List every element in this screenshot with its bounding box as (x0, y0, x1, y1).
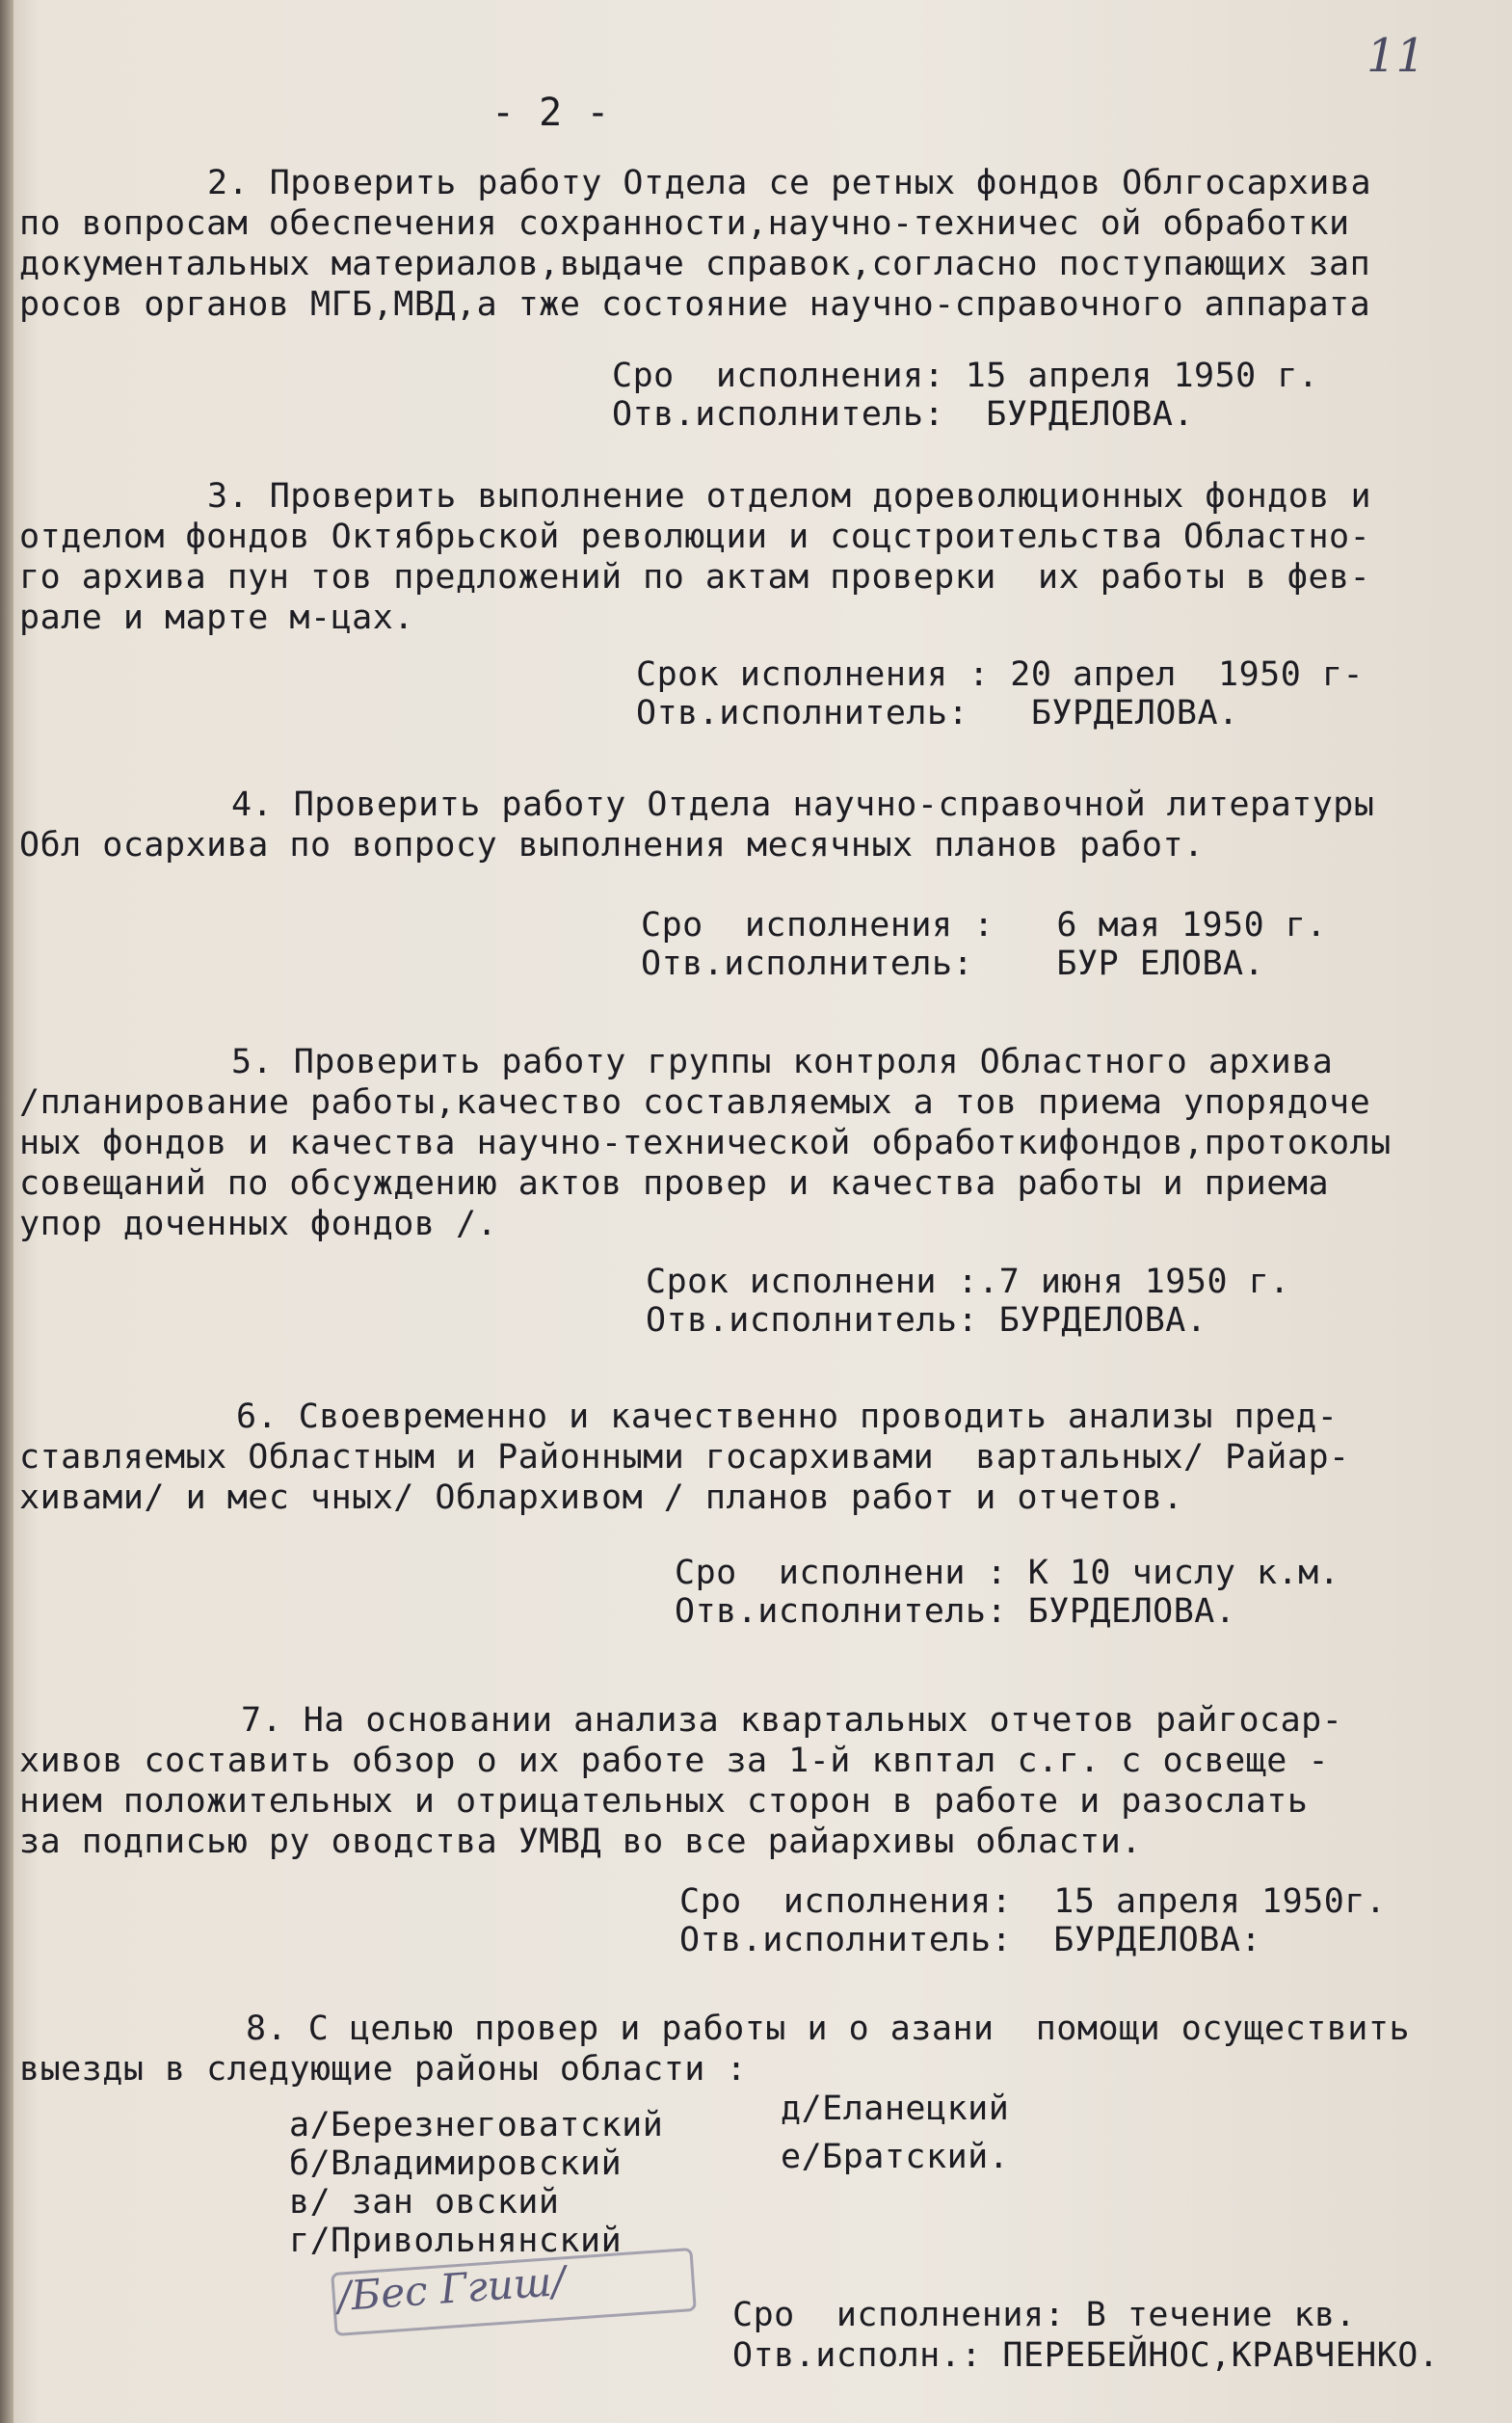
item-7-deadline: Сро исполнения: 15 апреля 1950г. (679, 1882, 1387, 1921)
item-7-responsible: Отв.исполнитель: БУРДЕЛОВА: (679, 1921, 1262, 1959)
item-2-line-1: 2. Проверить работу Отдела се ретных фондов Облгосархива (207, 164, 1372, 202)
item-3-line-1: 3. Проверить выполнение отделом дореволюционных фондов и (207, 477, 1372, 516)
district-e: д/Еланецкий (781, 2090, 1010, 2128)
item-2-deadline: Сро исполнения: 15 апреля 1950 г. (612, 357, 1319, 395)
district-a: а/Березнеговатский (289, 2106, 664, 2144)
item-5-line-4: совещаний по обсуждению актов провер и качества работы и приема (19, 1164, 1330, 1203)
item-5-deadline: Срок исполнени :.7 июня 1950 г. (646, 1263, 1290, 1301)
item-4-responsible: Отв.исполнитель: БУР ЕЛОВА. (641, 945, 1265, 983)
item-3-responsible: Отв.исполнитель: БУРДЕЛОВА. (636, 694, 1239, 732)
item-3-line-3: го архива пун тов предложений по актам проверки их работы в фев- (19, 558, 1371, 597)
item-4-deadline: Сро исполнения : 6 мая 1950 г. (641, 906, 1327, 945)
item-5-line-2: /планирование работы,качество составляемых а тов приема упорядоче (19, 1083, 1371, 1122)
item-5-responsible: Отв.исполнитель: БУРДЕЛОВА. (646, 1301, 1207, 1340)
item-3-line-4: рале и марте м-цах. (19, 599, 414, 637)
item-8-responsible: Отв.исполн.: ПЕРЕБЕЙНОС,КРАВЧЕНКО. (732, 2336, 1440, 2375)
item-4-line-1: 4. Проверить работу Отдела научно-справочной литературы (231, 785, 1375, 824)
item-5-line-1: 5. Проверить работу группы контроля Областного архива (231, 1043, 1334, 1081)
item-8-line-2: выезды в следующие районы области : (19, 2050, 748, 2089)
sheet-number-mark: 11 (1366, 29, 1426, 83)
handwritten-mark: /Бес Ггиш/ (335, 2256, 568, 2321)
page-edge-shadow (0, 0, 13, 2423)
item-4-line-2: Обл осархива по вопросу выполнения месячных планов работ. (19, 826, 1205, 865)
item-6-deadline: Сро исполнени : К 10 числу к.м. (675, 1554, 1340, 1592)
district-c: в/ зан овский (289, 2183, 560, 2222)
item-2-line-4: росов органов МГБ,МВД,а тже состояние научно-справочного аппарата (19, 285, 1371, 324)
item-3-line-2: отделом фондов Октябрьской революции и соцстроительства Областно- (19, 518, 1371, 556)
item-6-line-3: хивами/ и мес чных/ Облархивом / планов работ и отчетов. (19, 1478, 1184, 1517)
item-6-line-1: 6. Своевременно и качественно проводить анализы пред- (236, 1398, 1339, 1436)
item-7-line-1: 7. На основании анализа квартальных отчетов райгосар- (241, 1701, 1343, 1740)
item-6-line-2: ставляемых Областным и Районными госархивами вартальных/ Райар- (19, 1438, 1350, 1477)
district-d: г/Привольнянский (289, 2222, 623, 2260)
district-b: б/Владимировский (289, 2144, 623, 2183)
page-number: - 2 - (491, 91, 610, 135)
district-f: е/Братский. (781, 2138, 1010, 2176)
item-7-line-4: за подписью ру оводства УМВД во все райархивы области. (19, 1823, 1142, 1861)
item-2-responsible: Отв.исполнитель: БУРДЕЛОВА. (612, 395, 1195, 434)
item-8-deadline: Сро исполнения: В течение кв. (732, 2296, 1357, 2334)
item-5-line-5: упор доченных фондов /. (19, 1205, 498, 1243)
item-3-deadline: Срок исполнения : 20 апрел 1950 г- (636, 655, 1365, 694)
item-7-line-3: нием положительных и отрицательных сторон в работе и разослать (19, 1782, 1309, 1821)
item-5-line-3: ных фондов и качества научно-технической обработкифондов,протоколы (19, 1124, 1392, 1162)
item-2-line-2: по вопросам обеспечения сохранности,научно-техничес ой обработки (19, 204, 1350, 243)
item-7-line-2: хивов составить обзор о их работе за 1-й квптал с.г. с освеще - (19, 1742, 1330, 1780)
item-8-line-1: 8. С целью провер и работы и о азани помощи осуществить (246, 2010, 1411, 2048)
item-2-line-3: документальных материалов,выдаче справок,согласно поступающих зап (19, 245, 1371, 283)
item-6-responsible: Отв.исполнитель: БУРДЕЛОВА. (675, 1592, 1236, 1631)
